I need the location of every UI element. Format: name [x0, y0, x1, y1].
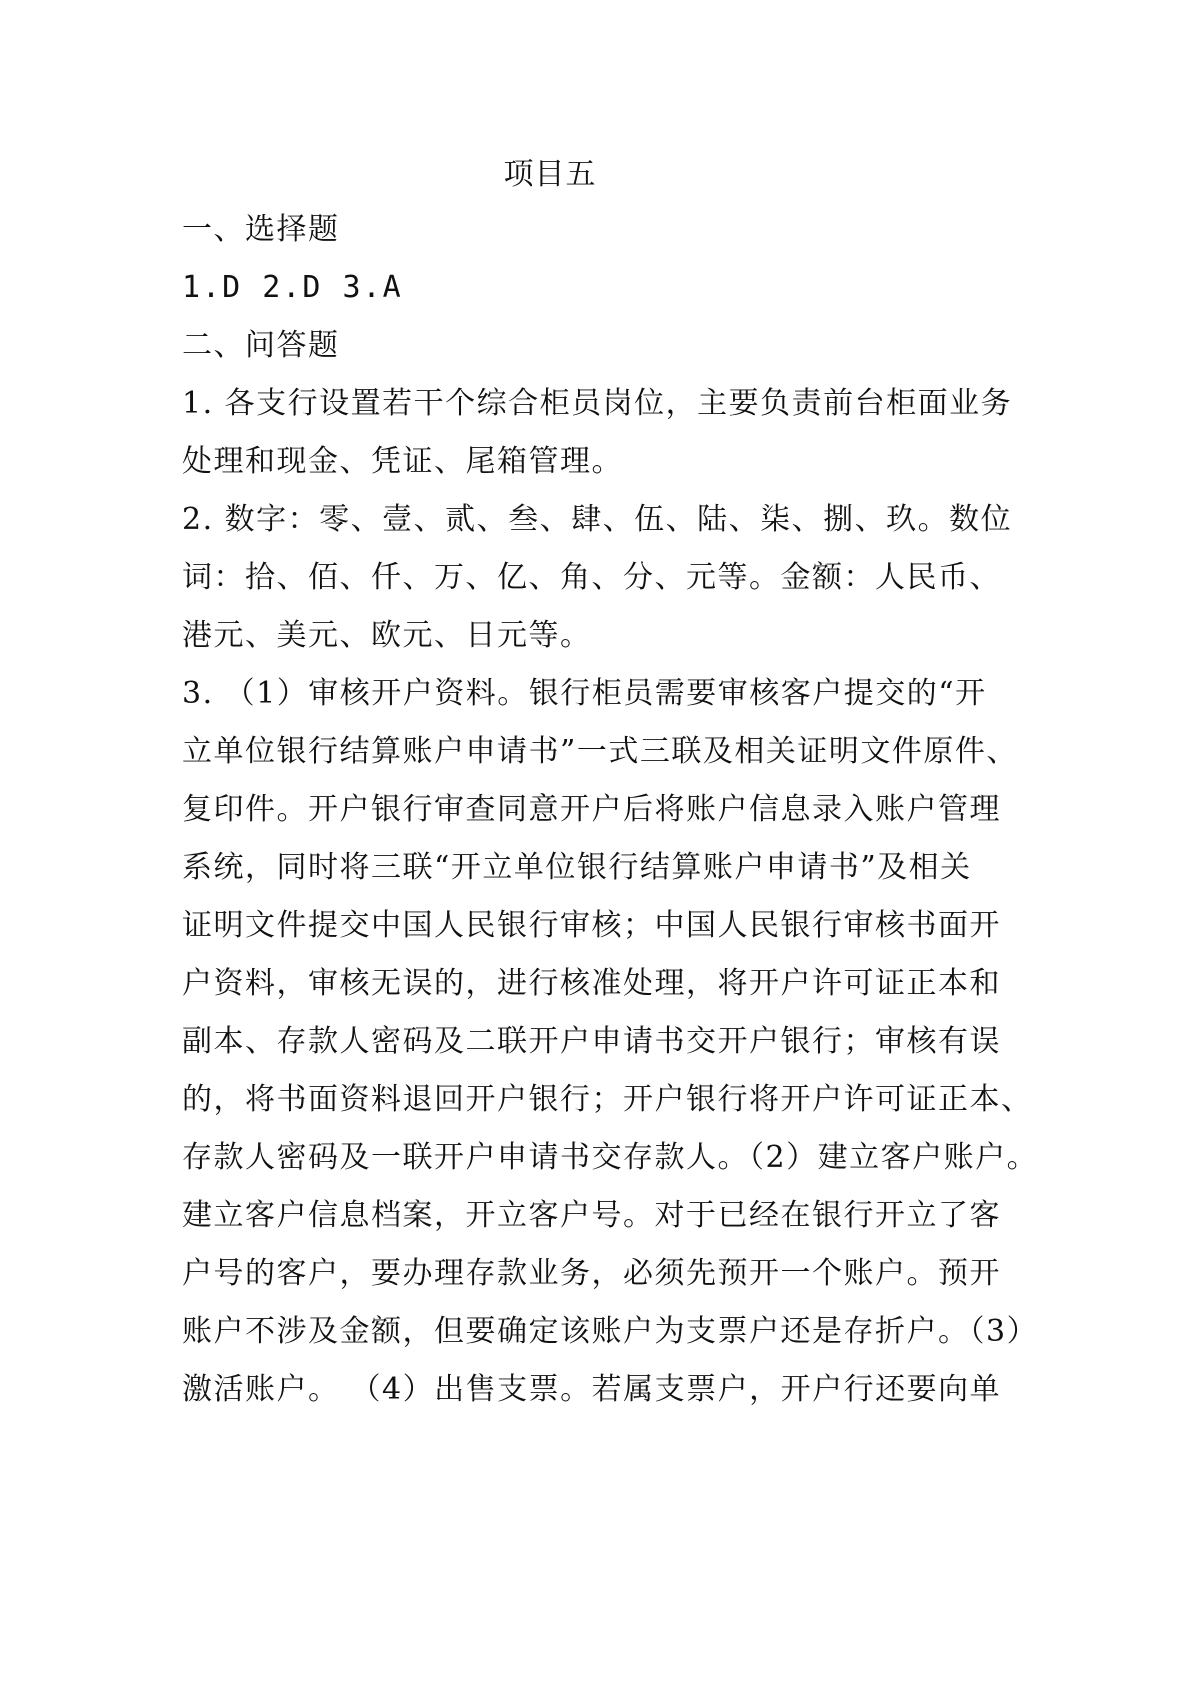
body-line: 账户不涉及金额，但要确定该账户为支票户还是存折户。（3） — [182, 1314, 1039, 1349]
body-line: 词：拾、佰、仟、万、亿、角、分、元等。金额：人民币、 — [182, 560, 1001, 595]
body-line: 2. 数字：零、壹、贰、叁、肆、伍、陆、柒、捌、玖。数位 — [182, 502, 1013, 537]
body-line: 的，将书面资料退回开户银行；开户银行将开户许可证正本、 — [182, 1082, 1033, 1117]
body-line: 立单位银行结算账户申请书”一式三联及相关证明文件原件、 — [182, 734, 1018, 769]
body-line: 副本、存款人密码及二联开户申请书交开户银行；审核有误 — [182, 1024, 1001, 1059]
body-line: 复印件。开户银行审查同意开户后将账户信息录入账户管理 — [182, 792, 1001, 827]
body-line: 建立客户信息档案，开立客户号。对于已经在银行开立了客 — [182, 1198, 1001, 1233]
body-line: 3. （1）审核开户资料。银行柜员需要审核客户提交的“开 — [182, 676, 987, 711]
section-heading-choice: 一、选择题 — [182, 212, 340, 247]
body-line: 处理和现金、凭证、尾箱管理。 — [182, 444, 623, 479]
body-line: 港元、美元、欧元、日元等。 — [182, 618, 592, 653]
body-line: 户资料，审核无误的，进行核准处理，将开户许可证正本和 — [182, 966, 1001, 1001]
choice-answers: 1.D 2.D 3.A — [182, 270, 403, 305]
document-title: 项目五 — [503, 157, 597, 192]
body-line: 证明文件提交中国人民银行审核；中国人民银行审核书面开 — [182, 908, 1001, 943]
body-line: 系统，同时将三联“开立单位银行结算账户申请书”及相关 — [182, 850, 972, 885]
body-line: 户号的客户，要办理存款业务，必须先预开一个账户。预开 — [182, 1256, 1001, 1291]
body-line: 存款人密码及一联开户申请书交存款人。（2）建立客户账户。 — [182, 1140, 1039, 1175]
body-line: 激活账户。 （4）出售支票。若属支票户，开户行还要向单 — [182, 1372, 1002, 1407]
section-heading-qa: 二、问答题 — [182, 328, 340, 363]
body-line: 1. 各支行设置若干个综合柜员岗位，主要负责前台柜面业务 — [182, 386, 1013, 421]
